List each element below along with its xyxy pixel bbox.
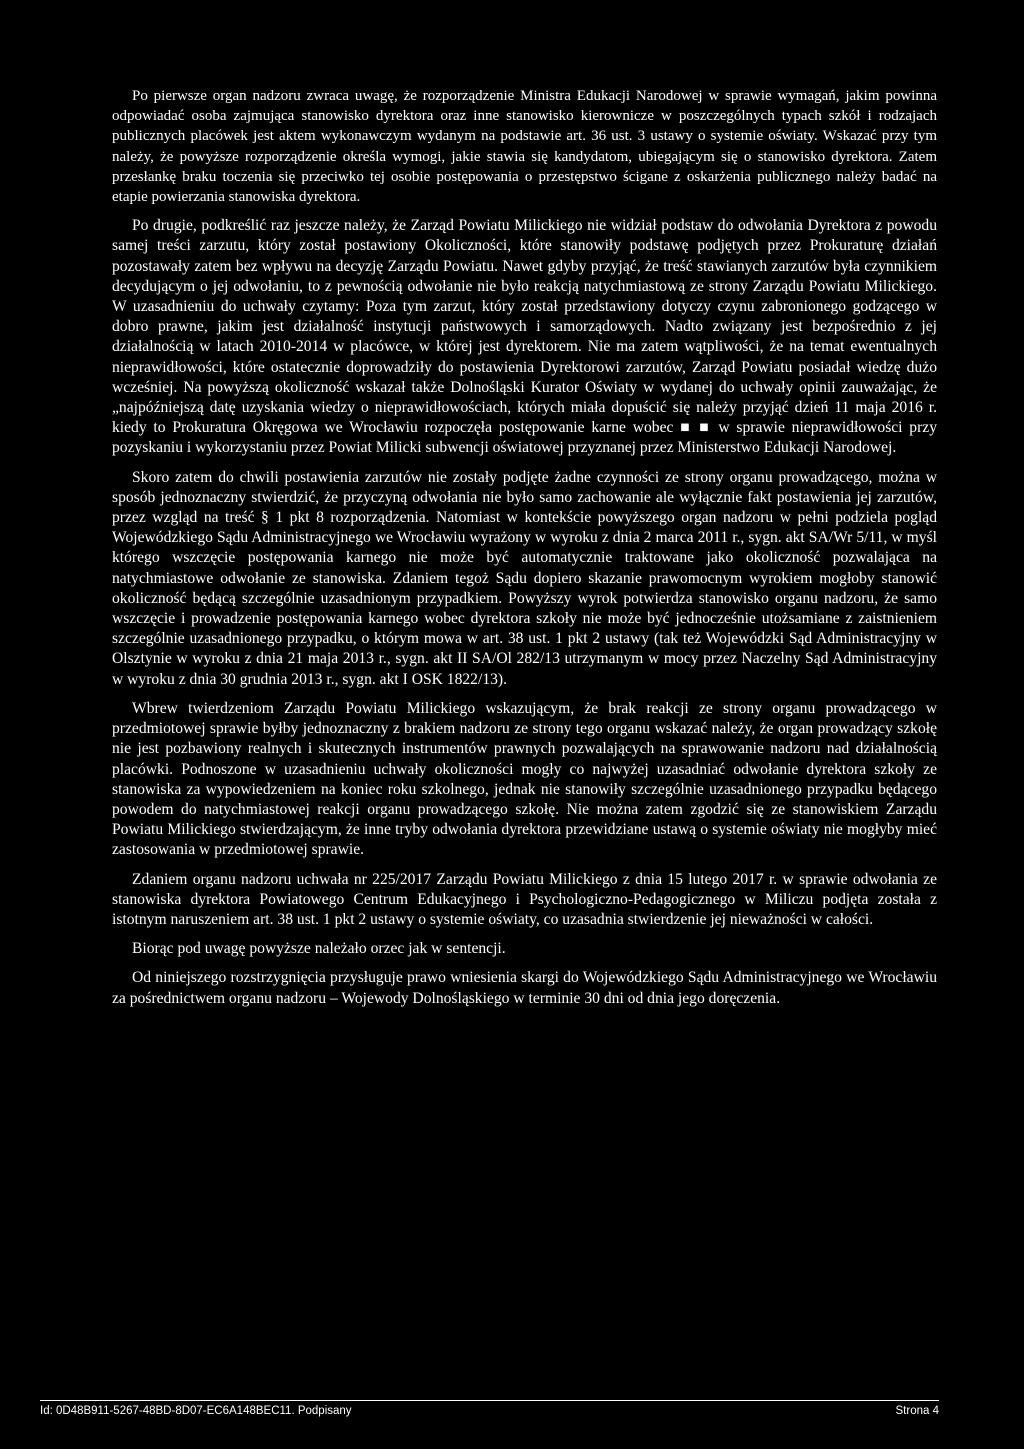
paragraph-1: Po pierwsze organ nadzoru zwraca uwagę, że rozporządzenie Ministra Edukacji Narodowej w sprawie wymagań, jakim powinna odpowiadać osoba zajmująca stanowisko dyrektora oraz inne stanowisko kierownicze w poszczególnych typach szkół i rodzajach publicznych placówek jest aktem wykonawczym wydanym na podstawie art. 36 ust. 3 ustawy o systemie oświaty. Wskazać przy tym należy, że powyższe rozporządzenie określa wymogi, jakie stawia się kandydatom, ubiegającym się o stanowisko dyrektora. Zatem przesłankę braku toczenia się przeciwko tej osobie postępowania o przestępstwo ścigane z oskarżenia publicznego należy badać na etapie powierzania stanowiska dyrektora. (112, 88, 937, 206)
paragraph-2: Po drugie, podkreślić raz jeszcze należy, że Zarząd Powiatu Milickiego nie widział podstaw do odwołania Dyrektora z powodu samej treści zarzutu, który został postawiony Okoliczności, które stanowiły podstawę podjętych przez Prokuraturę działań pozostawały zatem bez wpływu na decyzję Zarządu Powiatu. Nawet gdyby przyjąć, że treść stawianych zarzutów była czynnikiem decydującym o jej odwołaniu, to z pewnością odwołanie nie było reakcją natychmiastową ze strony Zarządu Powiatu Milickiego. W uzasadnieniu do uchwały czytamy: Poza tym zarzut, który został przedstawiony dotyczy czynu zabronionego godzącego w dobro prawne, jakim jest działalność instytucji państwowych i samorządowych. Nadto związany jest bezpośrednio z jej działalnością w latach 2010-2014 w placówce, w której jest dyrektorem. Nie ma zatem wątpliwości, że na temat ewentualnych nieprawidłowości, które ostatecznie doprowadziły do postawienia Dyrektorowi zarzutów, Zarząd Powiatu posiadał wiedzę dużo wcześniej. Na powyższą okoliczność wskazał także Dolnośląski Kurator Oświaty w wydanej do uchwały opinii zauważając, że „najpóźniejszą datę uzyskania wiedzy o nieprawidłowościach, których miała dopuścić się należy przyjąć dzień 11 maja 2016 r. kiedy to Prokuratura Okręgowa we Wrocławiu rozpoczęła postępowanie karne wobec ■ ■ w sprawie nieprawidłowości przy pozyskaniu i wykorzystaniu przez Powiat Milicki subwencji oświatowej przyznanej przez Ministerstwo Edukacji Narodowej. (112, 217, 937, 457)
paragraph-4: Wbrew twierdzeniom Zarządu Powiatu Milickiego wskazującym, że brak reakcji ze strony organu prowadzącego w przedmiotowej sprawie byłby jednoznaczny z brakiem nadzoru ze strony tego organu wskazać należy, że organ prowadzący szkołę nie jest pozbawiony realnych i skutecznych instrumentów prawnych pozwalających na sprawowanie nadzoru nad działalnością placówki. Podnoszone w uzasadnieniu uchwały okoliczności mogły co najwyżej uzasadniać odwołanie dyrektora szkoły ze stanowiska za wypowiedzeniem na koniec roku szkolnego, jednak nie stanowiły szczególnie uzasadnionego przypadku będącego powodem do natychmiastowej reakcji organu prowadzącego szkołę. Nie można zatem zgodzić się ze stanowiskiem Zarządu Powiatu Milickiego stwierdzającym, że inne tryby odwołania dyrektora przewidziane ustawą o systemie oświaty nie mogłyby mieć zastosowania w przedmiotowej sprawie. (112, 699, 937, 859)
paragraph-5: Zdaniem organu nadzoru uchwała nr 225/2017 Zarządu Powiatu Milickiego z dnia 15 lutego 2017 r. w sprawie odwołania ze stanowiska dyrektora Powiatowego Centrum Edukacyjnego i Psychologiczno-Pedagogicznego w Miliczu podjęta została z istotnym naruszeniem art. 38 ust. 1 pkt 2 ustawy o systemie oświaty, co uzasadnia stwierdzenie jej nieważności w całości. (112, 870, 937, 928)
paragraph-6: Biorąc pod uwagę powyższe należało orzec jak w sentencji. (132, 940, 506, 958)
page-footer (40, 1400, 939, 1417)
paragraph-7: Od niniejszego rozstrzygnięcia przysługuje prawo wniesienia skargi do Wojewódzkiego Sądu Administracyjnego we Wrocławiu za pośrednictwem organu nadzoru – Wojewody Dolnośląskiego w terminie 30 dni od dnia jego doręczenia. (112, 969, 937, 1007)
document-body (112, 86, 937, 1018)
paragraph-3: Skoro zatem do chwili postawienia zarzutów nie zostały podjęte żadne czynności ze strony organu prowadzącego, można w sposób jednoznaczny stwierdzić, że przyczyną odwołania nie było samo zachowanie ale wyłącznie fakt postawienia jej zarzutów, przez wzgląd na treść § 1 pkt 8 rozporządzenia. Natomiast w kontekście powyższego organ nadzoru w pełni podziela pogląd Wojewódzkiego Sądu Administracyjnego we Wrocławiu wyrażony w wyroku z dnia 2 marca 2011 r., sygn. akt SA/Wr 5/11, w myśl którego wszczęcie postępowania karnego nie może być automatycznie traktowane jako okoliczność pozwalająca na natychmiastowe odwołanie ze stanowiska. Zdaniem tegoż Sądu dopiero skazanie prawomocnym wyrokiem mogłoby stanowić okoliczność będącą szczególnie uzasadnionym przypadkiem. Powyższy wyrok potwierdza stanowisko organu nadzoru, że samo wszczęcie i prowadzenie postępowania karnego wobec dyrektora szkoły nie może być jednocześnie utożsamiane z zaistnieniem szczególnie uzasadnionego przypadku, o którym mowa w art. 38 ust. 1 pkt 2 ustawy (tak też Wojewódzki Sąd Administracyjny w Olsztynie w wyroku z dnia 21 maja 2013 r., sygn. akt II SA/Ol 282/13 utrzymanym w mocy przez Naczelny Sąd Administracyjny w wyroku z dnia 30 grudnia 2013 r., sygn. akt I OSK 1822/13). (112, 468, 937, 688)
document-id: Id: 0D48B911-5267-48BD-8D07-EC6A148BEC11. Podpisany (40, 1405, 352, 1417)
page-number: Strona 4 (895, 1405, 939, 1417)
